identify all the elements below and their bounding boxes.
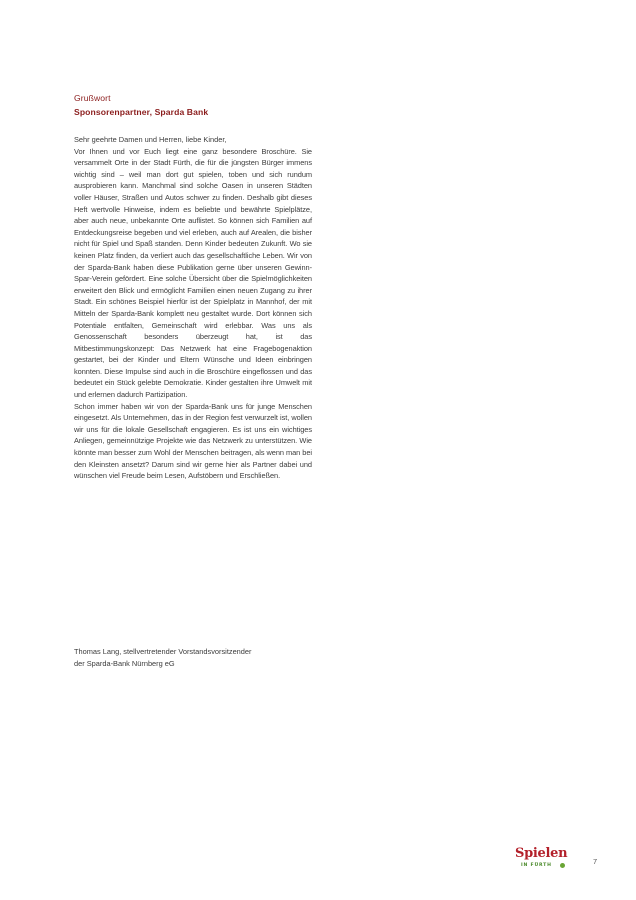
logo-wordmark: Spielen: [515, 846, 568, 861]
section-kicker: Grußwort: [74, 93, 111, 103]
letter-body: [74, 134, 312, 482]
spielen-in-fuerth-logo: [515, 846, 573, 876]
letter-signature: [74, 646, 314, 669]
letter-salutation: Sehr geehrte Damen und Herren, liebe Kinder,: [74, 135, 227, 144]
letter-paragraph-1: Vor Ihnen und vor Euch liegt eine ganz besondere Broschüre. Sie versammelt Orte in der Stadt Fürth, die für die jüngsten Bürger immens wichtig sind – weil man dort gut spielen, toben und sich rundum ausprobieren kann. Manchmal sind solche Oasen in unseren Städten voller Häuser, Straßen und Autos schwer zu finden. Deshalb gibt dieses Heft wertvolle Hinweise, indem es beliebte und bewährte Spielplätze, aber auch neue, unbekannte Orte auflistet. So können sich Familien auf Entdeckungsreise begeben und viel erleben, auch auf Arealen, die bisher nicht für Spiel und Spaß standen. Denn Kinder bedeuten Zukunft. Wo sie keinen Platz finden, da verliert auch das gesellschaftliche Leben. Wir von der Sparda-Bank haben diese Publikation gerne über unseren Gewinn-Spar-Verein gefördert. Eine solche Übersicht über die Spielmöglichkeiten erweitert den Blick und ermöglicht Familien einen neuen Zugang zu ihrer Stadt. Ein schönes Beispiel hierfür ist der Spielplatz in Mannhof, der mit Mitteln der Sparda-Bank komplett neu gestaltet wurde. Dort können sich Potentiale entfalten, Gemeinschaft wird erlebbar. Was uns als Genossenschaft besonders überzeugt hat, ist das Mitbestimmungskonzept: Das Netzwerk hat eine Fragebogenaktion gestartet, bei der Kinder und Eltern Wünsche und Ideen einbringen konnten. Diese Impulse sind auch in die Broschüre eingeflossen und das bedeutet ein Stück gelebte Demokratie. Kinder gestalten ihre Umwelt mit und erlernen dadurch Partizipation.: [74, 146, 312, 400]
signature-organization: der Sparda-Bank Nürnberg eG: [74, 658, 175, 668]
signature-name: Thomas Lang, stellvertretender Vorstandsvorsitzender: [74, 647, 252, 656]
logo-subline: IN FÜRTH: [521, 863, 552, 868]
letter-paragraph-2: Schon immer haben wir von der Sparda-Bank uns für junge Menschen eingesetzt. Als Unternehmen, das in der Region fest verwurzelt ist, wollen wir uns für die lokale Gesellschaft engagieren. Es ist uns ein wichtiges Anliegen, gemeinnützige Projekte wie das Netzwerk zu unterstützen. Wie könnte man besser zum Wohl der Menschen beitragen, als wenn man bei den Kleinsten ansetzt? Darum sind wir gerne hier als Partner dabei und wünschen viel Freude beim Lesen, Aufstöbern und Erschließen.: [74, 401, 312, 481]
page-title: Sponsorenpartner, Sparda Bank: [74, 107, 209, 117]
page-number: 7: [593, 857, 598, 866]
logo-dot-icon: [560, 863, 565, 868]
